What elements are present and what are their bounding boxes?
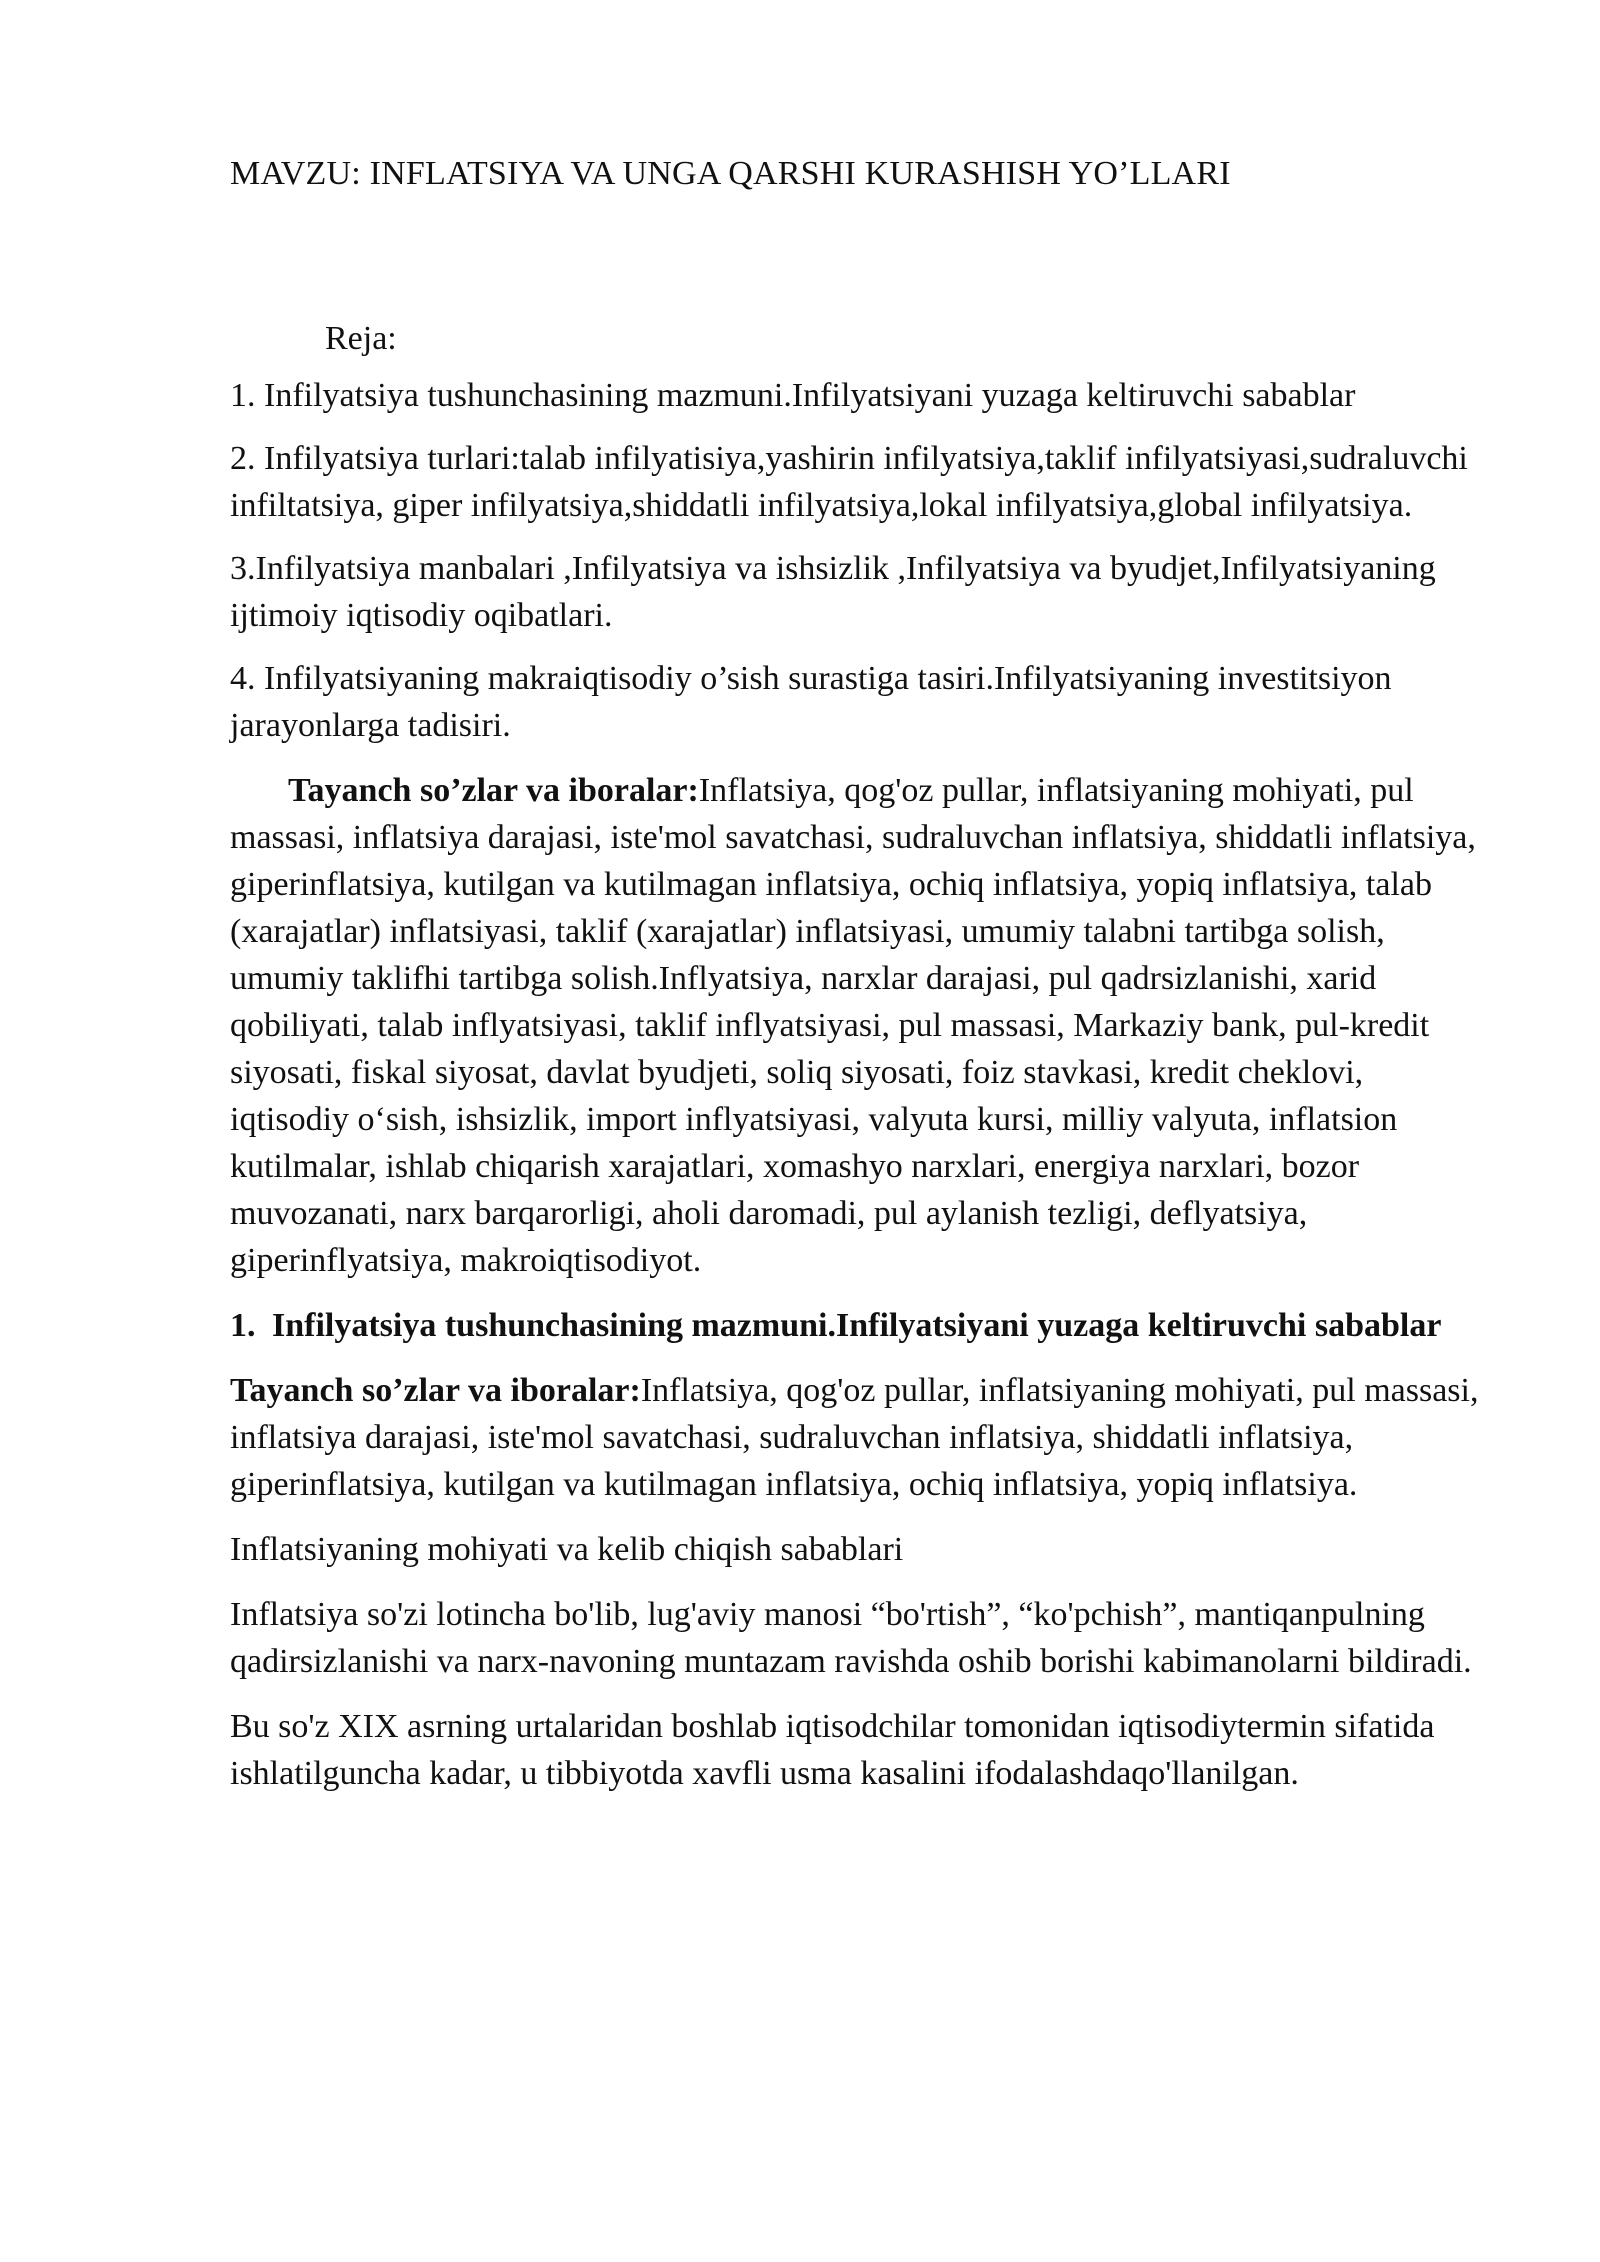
- section-keywords-paragraph: [230, 1367, 1490, 1508]
- keywords-paragraph: [230, 767, 1490, 1284]
- document-page: [230, 150, 1490, 1797]
- section-keywords-text: Inflatsiya, qog'oz pullar, inflatsiyaning mohiyati, pul massasi, inflatsiya darajasi, iste'mol savatchasi, sudraluvchan inflatsiya, shiddatli inflatsiya, giperinflatsiya, kutilgan va kutilmagan inflatsiya, ochiq inflatsiya, yopiq inflatsiya.: [230, 1372, 1479, 1503]
- plan-label: Reja:: [325, 320, 397, 357]
- body-paragraph-2: Bu so'z XIX asrning urtalaridan boshlab iqtisodchilar tomonidan iqtisodiytermin sifatida ishlatilguncha kadar, u tibbiyotda xavfli usma kasalini ifodalashdaqo'llanilgan.: [230, 1708, 1435, 1792]
- section-keywords-label: Tayanch so’zlar va iboralar:: [230, 1372, 641, 1409]
- body-paragraph-1: Inflatsiya so'zi lotincha bo'lib, lug'aviy manosi “bo'rtish”, “ko'pchish”, mantiqanpulning qadirsizlanishi va narx-navoning muntazam ravishda oshib borishi kabimanolarni bildiradi.: [230, 1596, 1472, 1680]
- plan-item-3: 3.Infilyatsiya manbalari ,Infilyatsiya va ishsizlik ,Infilyatsiya va byudjet,Infilyatsiyaning ijtimoiy iqtisodiy oqibatlari.: [230, 550, 1436, 634]
- keywords-label: Tayanch so’zlar va iboralar:: [288, 772, 699, 809]
- keywords-text: Inflatsiya, qog'oz pullar, inflatsiyaning mohiyati, pul massasi, inflatsiya darajasi, iste'mol savatchasi, sudraluvchan inflatsiya, shiddatli inflatsiya, giperinflatsiya, kutilgan va kutilmagan inflatsiya, ochiq inflatsiya, yopiq inflatsiya, talab (xarajatlar) inflatsiyasi, taklif (xarajatlar) inflatsiyasi, umumiy talabni tartibga solish, umumiy taklifhi tartibga solish.Inflyatsiya, narxlar darajasi, pul qadrsizlanishi, xarid qobiliyati, talab inflyatsiyasi, taklif inflyatsiyasi, pul massasi, Markaziy bank, pul-kredit siyosati, fiskal siyosat, davlat byudjeti, soliq siyosati, foiz stavkasi, kredit cheklovi, iqtisodiy o‘sish, ishsizlik, import inflyatsiyasi, valyuta kursi, milliy valyuta, inflatsion kutilmalar, ishlab chiqarish xarajatlari, xomashyo narxlari, energiya narxlari, bozor muvozanati, narx barqarorligi, aholi daromadi, pul aylanish tezligi, deflyatsiya, giperinflyatsiya, makroiqtisodiyot.: [230, 772, 1476, 1279]
- plan-item-2: 2. Infilyatsiya turlari:talab infilyatisiya,yashirin infilyatsiya,taklif infilyatsiyasi,sudraluvchi infiltatsiya, giper infilyatsiya,shiddatli infilyatsiya,lokal infilyatsiya,global infilyatsiya.: [230, 440, 1468, 524]
- plan-item-1: 1. Infilyatsiya tushunchasining mazmuni.Infilyatsiyani yuzaga keltiruvchi sabablar: [230, 377, 1356, 414]
- section-heading: [230, 1302, 1490, 1349]
- plan-item-4: 4. Infilyatsiyaning makraiqtisodiy o’sish surastiga tasiri.Infilyatsiyaning investitsiyon jarayonlarga tadisiri.: [230, 660, 1392, 744]
- page-title: MAVZU: INFLATSIYA VA UNGA QARSHI KURASHISH YO’LLARI: [230, 155, 1231, 192]
- section-number: 1.: [230, 1307, 256, 1344]
- section-heading-text: Infilyatsiya tushunchasining mazmuni.Infilyatsiyani yuzaga keltiruvchi sabablar: [272, 1307, 1442, 1344]
- section-subheading: Inflatsiyaning mohiyati va kelib chiqish sabablari: [230, 1531, 904, 1568]
